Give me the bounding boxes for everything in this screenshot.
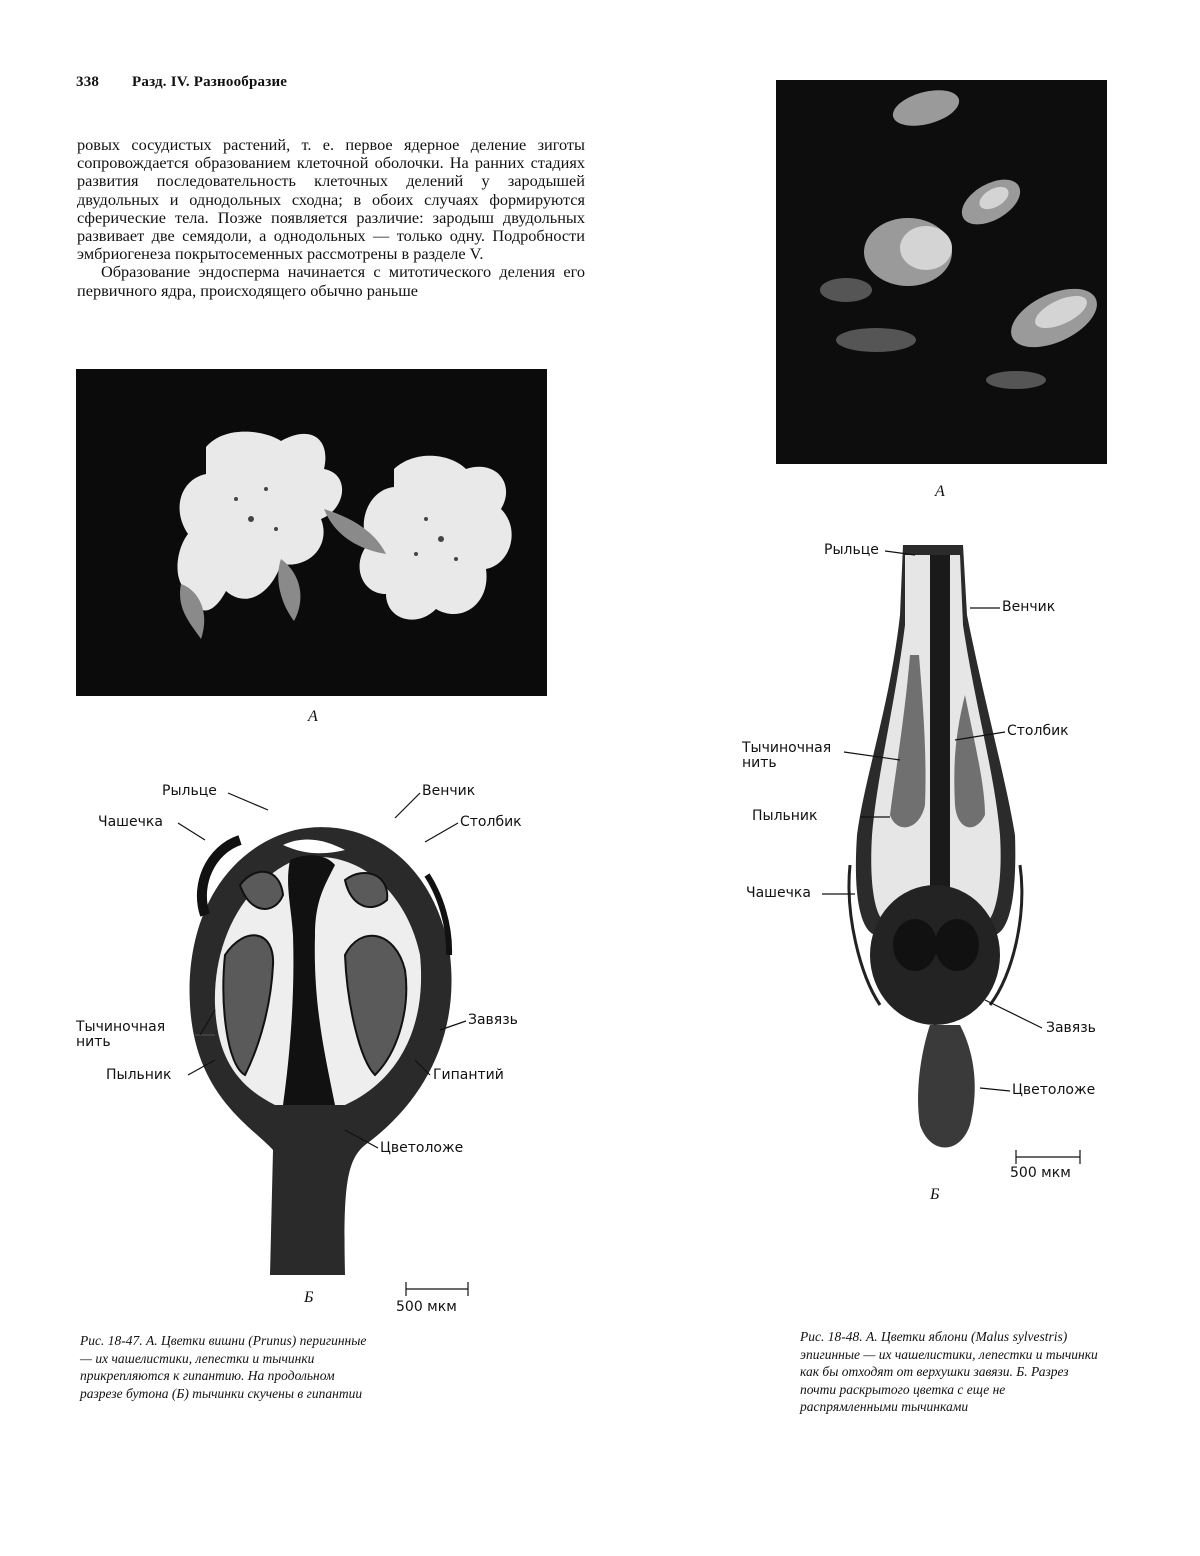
page-number: 338 [76,74,100,90]
fig47-label-calyx: Чашечка [98,814,163,830]
fig48-label-ovary: Завязь [1046,1020,1096,1036]
fig47-diagram-letter: Б [304,1289,314,1306]
fig47-label-hypanthium: Гипантий [433,1067,504,1083]
fig48-label-stigma: Рыльце [824,542,879,558]
fig47-label-anther: Пыльник [106,1067,172,1083]
fig47-label-receptacle: Цветоложе [380,1140,464,1156]
paragraph: ровых сосудистых растений, т. е. первое ядерное деление зиготы сопровождается образованием клеточной оболочки. На ранних стадиях развития последовательность клеточных делений у зародышей двудольных и однодольных сходна; в обоих случаях формируются сферические тела. Позже появляется различие: зародыш двудольных развивает две семядоли, а однодольных — только одну. Подробности эмбриогенеза покрытосеменных рассмотрены в разделе V. [77,135,585,264]
fig48-label-filament: Тычиночная нить [742,740,832,771]
fig48-caption: Рис. 18-48. А. Цветки яблони (Malus sylvestris) эпигинные — их чашелистики, лепестки и тычинки как бы отходят от верхушки завязи. Б. Разрез почти раскрытого цветка с еще не распрямленными тычинками [800,1329,1098,1415]
fig47-label-ovary: Завязь [468,1012,518,1028]
fig47-label-corolla: Венчик [422,783,476,799]
fig48-photo-letter: А [935,483,945,500]
fig47-label-stigma: Рыльце [162,783,217,799]
fig47-photo-letter: А [308,708,318,725]
fig47-scale-label: 500 мкм [396,1299,457,1315]
fig47-caption: Рис. 18-47. А. Цветки вишни (Prunus) перигинные — их чашелистики, лепестки и тычинки прикрепляются к гипантию. На продольном разрезе бутона (Б) тычинки скучены в гипантии [80,1333,367,1401]
fig48-label-corolla: Венчик [1002,599,1056,615]
fig48-label-style: Столбик [1007,723,1069,739]
paragraph: Образование эндосперма начинается с митотического деления его первичного ядра, происходящего обычно раньше [77,262,585,300]
section-title: Разд. IV. Разнообразие [132,74,288,90]
fig47-label-style: Столбик [460,814,522,830]
fig48-diagram-letter: Б [930,1186,940,1203]
fig48-scale-label: 500 мкм [1010,1165,1071,1181]
fig48-label-receptacle: Цветоложе [1012,1082,1096,1098]
fig48-label-anther: Пыльник [752,808,818,824]
fig47-label-filament: Тычиночная нить [76,1019,166,1050]
fig48-label-calyx: Чашечка [746,885,811,901]
